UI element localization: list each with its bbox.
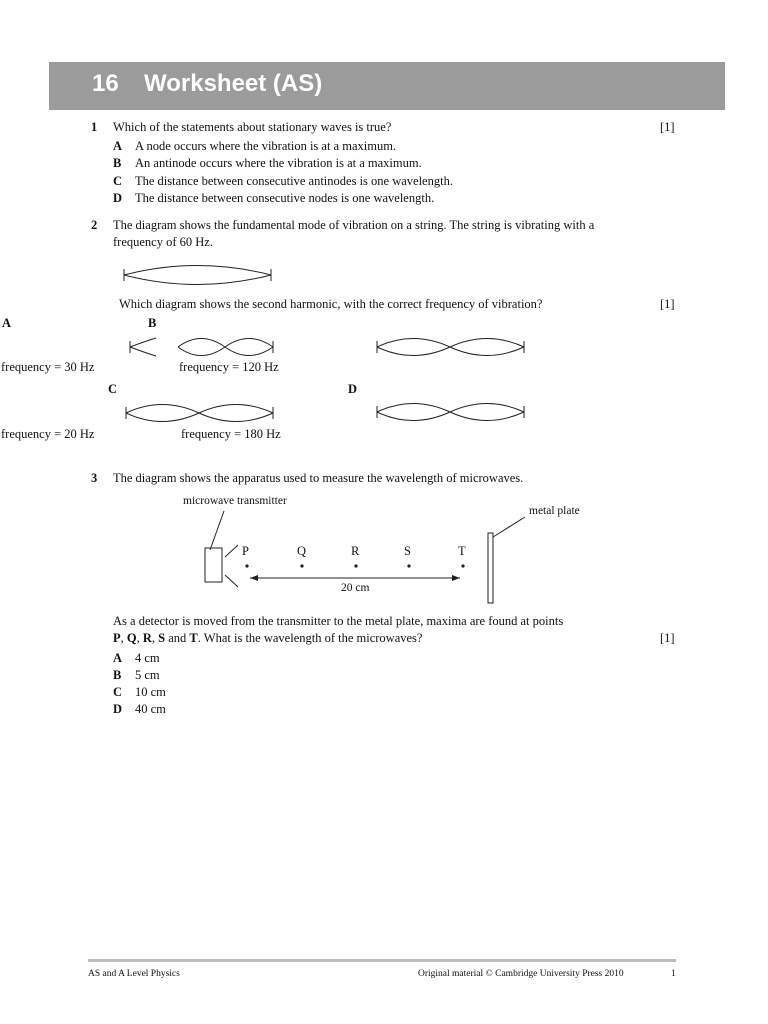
point-q-ref: Q <box>126 631 137 645</box>
q1-option-c-letter: C <box>113 174 123 188</box>
q3-option-c-text: 10 cm <box>135 685 166 699</box>
point-s-ref: S <box>158 631 166 645</box>
q1-option-b-text: An antinode occurs where the vibration is at a maximum. <box>135 156 422 170</box>
q2-option-b-frequency: frequency = 120 Hz <box>179 360 279 374</box>
q3-option-b-letter: B <box>113 668 122 682</box>
q2-option-b-letter: B <box>148 316 157 330</box>
q2-option-a-letter: A <box>2 316 12 330</box>
separator: and <box>165 631 190 645</box>
q2-option-a-frequency: frequency = 30 Hz <box>1 360 95 374</box>
point-r-ref: R <box>142 631 152 645</box>
q2-option-d-frequency: frequency = 180 Hz <box>181 427 281 441</box>
question-2-text-line1: The diagram shows the fundamental mode of vibration on a string. The string is vibrating with a <box>113 218 595 232</box>
q1-option-a-letter: A <box>113 139 123 153</box>
worksheet-number: 16 <box>92 70 119 97</box>
page-title <box>92 70 322 98</box>
point-r-label: R <box>351 544 360 558</box>
separator: , <box>136 631 143 645</box>
q1-option-d-text: The distance between consecutive nodes is one wavelength. <box>135 191 435 205</box>
point-s-label: S <box>404 544 411 558</box>
point-q-label: Q <box>297 544 307 558</box>
fundamental-mode-diagram <box>120 264 276 288</box>
question-3-line2 <box>113 631 422 646</box>
q3-option-a-text: 4 cm <box>135 651 160 665</box>
second-harmonic-diagram-right <box>373 336 529 360</box>
q2-option-d-letter: D <box>348 382 358 396</box>
separator: , <box>120 631 127 645</box>
point-t-ref: T <box>189 631 198 645</box>
q1-option-b-letter: B <box>113 156 122 170</box>
question-2-number: 2 <box>91 218 98 232</box>
q3-option-c-letter: C <box>113 685 123 699</box>
q3-option-a-letter: A <box>113 651 123 665</box>
question-3-line1: As a detector is moved from the transmitter to the metal plate, maxima are found at points <box>113 614 564 628</box>
footer-page-number: 1 <box>671 969 676 979</box>
microwave-apparatus-diagram <box>180 500 580 610</box>
q2-option-c-frequency: frequency = 20 Hz <box>1 427 95 441</box>
question-3-number: 3 <box>91 471 98 485</box>
point-p-label: P <box>242 544 249 558</box>
q1-option-c-text: The distance between consecutive antinodes is one wavelength. <box>135 174 453 188</box>
point-p-ref: P <box>113 631 121 645</box>
footer-left: AS and A Level Physics <box>88 969 180 979</box>
option-d-string-diagram <box>373 401 529 425</box>
question-3-text: The diagram shows the apparatus used to measure the wavelength of microwaves. <box>113 471 524 485</box>
transmitter-label: microwave transmitter <box>183 495 287 507</box>
q1-option-a-text: A node occurs where the vibration is at a maximum. <box>135 139 397 153</box>
footer-copyright: Original material © Cambridge University Press 2010 <box>418 969 624 979</box>
q2-option-c-letter: C <box>108 382 118 396</box>
distance-label: 20 cm <box>341 582 370 594</box>
option-b-string-diagram <box>126 336 278 360</box>
footer-divider <box>88 959 676 962</box>
worksheet-title: Worksheet (AS) <box>144 70 323 97</box>
point-t-label: T <box>458 544 466 558</box>
question-1-number: 1 <box>91 120 98 134</box>
question-1-text: Which of the statements about stationary waves is true? <box>113 120 392 134</box>
q3-option-d-letter: D <box>113 702 123 716</box>
question-3-line2-rest: . What is the wavelength of the microwaves? <box>197 631 423 645</box>
question-3-marks: [1] <box>660 631 675 645</box>
option-c-string-diagram <box>122 402 278 426</box>
q3-option-d-text: 40 cm <box>135 702 166 716</box>
question-2-prompt: Which diagram shows the second harmonic, with the correct frequency of vibration? <box>119 297 543 311</box>
q3-option-b-text: 5 cm <box>135 668 160 682</box>
metal-plate-label: metal plate <box>529 505 580 517</box>
question-2-marks: [1] <box>660 297 675 311</box>
question-1-marks: [1] <box>660 120 675 134</box>
separator: , <box>151 631 159 645</box>
q1-option-d-letter: D <box>113 191 123 205</box>
question-2-text-line2: frequency of 60 Hz. <box>113 235 213 249</box>
